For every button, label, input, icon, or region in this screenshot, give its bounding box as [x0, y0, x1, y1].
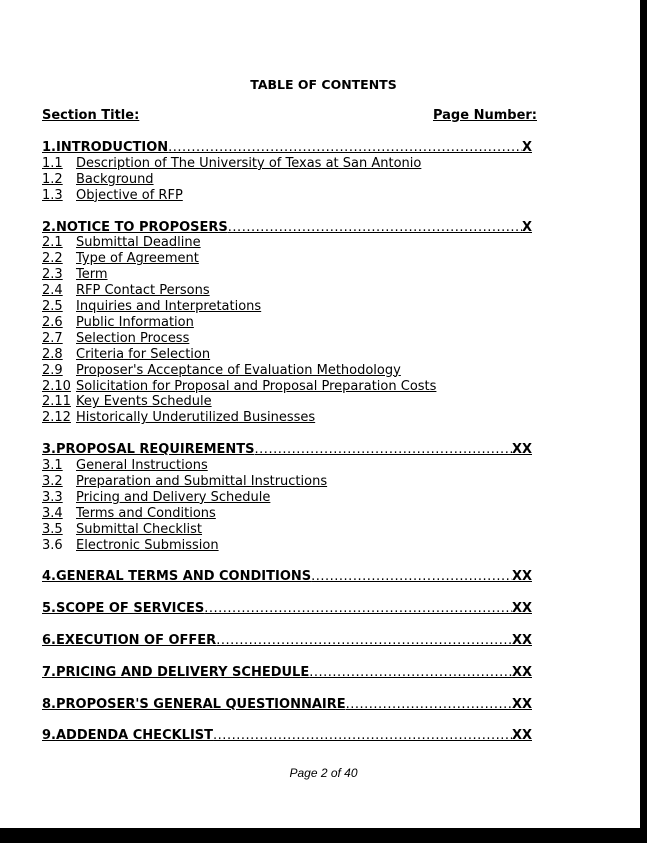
toc-section-heading[interactable]: [42, 442, 532, 458]
toc-subsection-item[interactable]: [42, 267, 532, 283]
section-page-number: X: [521, 140, 532, 155]
section-number: 9.: [42, 728, 56, 744]
subsection-number: 2.5: [42, 299, 63, 315]
toc-section-heading[interactable]: [42, 220, 532, 236]
subsection-title: Submittal Deadline: [76, 235, 201, 251]
section-page-number: XX: [511, 696, 532, 712]
subsection-title: Public Information: [76, 314, 194, 330]
page-footer: Page 2 of 40: [289, 766, 358, 780]
section-number: 3.: [42, 442, 56, 458]
subsection-number: 2.12: [42, 410, 71, 426]
subsection-title: Type of Agreement: [76, 251, 199, 267]
subsection-title: RFP Contact Persons: [76, 283, 210, 299]
subsection-number: 2.1: [42, 235, 63, 251]
dot-leader: [216, 633, 512, 649]
section-page-number: XX: [511, 569, 532, 585]
dot-leader: [168, 140, 522, 156]
toc-subsection-item[interactable]: [42, 458, 532, 474]
section-heading-title: PRICING AND DELIVERY SCHEDULE: [55, 664, 310, 680]
subsection-number: 2.4: [42, 283, 63, 299]
subsection-title: Inquiries and Interpretations: [76, 299, 262, 315]
section-page-number: XX: [511, 442, 532, 458]
dot-leader: [311, 569, 512, 585]
section-number: 7.: [42, 664, 56, 680]
subsection-number: 2.8: [42, 346, 63, 362]
subsection-number: 3.3: [42, 489, 63, 505]
toc-section-heading[interactable]: [42, 569, 532, 585]
toc-section: [42, 140, 532, 204]
toc-section: [42, 728, 532, 744]
subsection-number: 1.1: [42, 155, 63, 171]
toc-section-heading[interactable]: [42, 601, 532, 617]
toc-section: [42, 633, 532, 649]
section-number: 8.: [42, 696, 56, 712]
toc-section: [42, 601, 532, 617]
toc-subsection-item[interactable]: [42, 331, 532, 347]
toc-section: [42, 697, 532, 713]
subsection-title: Key Events Schedule: [76, 394, 212, 410]
section-heading-title: EXECUTION OF OFFER: [55, 633, 217, 649]
subsection-number: 2.10: [42, 378, 71, 394]
subsection-number: 2.11: [42, 394, 71, 410]
toc-section-heading[interactable]: [42, 665, 532, 681]
subsection-title: Electronic Submission: [76, 537, 219, 553]
subsection-number: 1.2: [42, 171, 63, 187]
section-heading-title: INTRODUCTION: [55, 140, 169, 155]
subsection-number: 3.6: [42, 537, 63, 553]
section-page-number: XX: [511, 728, 532, 744]
subsection-title: General Instructions: [76, 458, 208, 474]
section-page-number: XX: [511, 633, 532, 649]
section-heading-title: NOTICE TO PROPOSERS: [55, 219, 228, 235]
subsection-title: Objective of RFP: [76, 187, 183, 203]
subsection-number: 2.2: [42, 251, 63, 267]
page-title: TABLE OF CONTENTS: [250, 77, 397, 92]
section-number: 5.: [42, 601, 56, 617]
toc-subsection-item[interactable]: [42, 235, 532, 251]
subsection-number: 2.3: [42, 267, 63, 283]
section-title-label: Section Title:: [42, 108, 140, 123]
section-heading-title: PROPOSER'S GENERAL QUESTIONNAIRE: [55, 696, 346, 712]
toc-subsection-item[interactable]: [42, 188, 532, 204]
subsection-title: Criteria for Selection: [76, 346, 211, 362]
toc-section: [42, 665, 532, 681]
toc-subsection-item[interactable]: [42, 522, 532, 538]
toc-section: [42, 220, 532, 427]
toc-subsection-item[interactable]: [42, 410, 532, 426]
section-page-number: XX: [511, 664, 532, 680]
dot-leader: [346, 697, 512, 713]
subsection-number: 3.4: [42, 505, 63, 521]
subsection-title: Term: [76, 267, 108, 283]
subsection-title: Proposer's Acceptance of Evaluation Methodology: [76, 362, 401, 378]
dot-leader: [228, 220, 522, 236]
toc-section-heading[interactable]: [42, 633, 532, 649]
subsection-number: 1.3: [42, 187, 63, 203]
section-number: 2.: [42, 219, 56, 235]
section-number: 4.: [42, 569, 56, 585]
subsection-number: 2.7: [42, 330, 63, 346]
subsection-title: Submittal Checklist: [76, 521, 203, 537]
toc-section-heading[interactable]: [42, 140, 532, 156]
toc-section: [42, 442, 532, 553]
dot-leader: [213, 728, 512, 744]
subsection-number: 3.1: [42, 458, 63, 474]
subsection-title: Description of The University of Texas at San Antonio: [76, 155, 422, 171]
subsection-number: 3.2: [42, 474, 63, 489]
section-heading-title: ADDENDA CHECKLIST: [55, 728, 214, 744]
subsection-number: 3.5: [42, 521, 63, 537]
subsection-title: Background: [76, 171, 154, 187]
subsection-title: Selection Process: [76, 330, 190, 346]
subsection-title: Pricing and Delivery Schedule: [76, 489, 271, 505]
subsection-title: Terms and Conditions: [76, 505, 216, 521]
subsection-title: Historically Underutilized Businesses: [76, 410, 316, 426]
toc-subsection-item[interactable]: [42, 156, 532, 172]
section-number: 1.: [42, 140, 56, 155]
subsection-number: 2.6: [42, 314, 63, 330]
toc-subsection-item[interactable]: [42, 347, 532, 363]
toc-section-heading[interactable]: [42, 728, 532, 744]
toc-section: [42, 569, 532, 585]
toc-subsection-item[interactable]: [42, 538, 532, 554]
subsection-title: Preparation and Submittal Instructions: [76, 474, 328, 489]
dot-leader: [255, 442, 512, 458]
subsection-title: Solicitation for Proposal and Proposal Preparation Costs: [76, 378, 437, 394]
subsection-number: 2.9: [42, 362, 63, 378]
dot-leader: [309, 665, 512, 681]
section-heading-title: GENERAL TERMS AND CONDITIONS: [55, 569, 312, 585]
section-page-number: XX: [511, 601, 532, 617]
section-number: 6.: [42, 633, 56, 649]
toc-subsection-item[interactable]: [42, 251, 532, 267]
section-heading-title: SCOPE OF SERVICES: [55, 601, 205, 617]
page-number-label: Page Number:: [432, 108, 537, 123]
toc-subsection-item[interactable]: [42, 363, 532, 379]
toc-subsection-item[interactable]: [42, 506, 532, 522]
toc-subsection-item[interactable]: [42, 394, 532, 410]
dot-leader: [204, 601, 512, 617]
section-page-number: X: [521, 219, 532, 235]
section-heading-title: PROPOSAL REQUIREMENTS: [55, 442, 255, 458]
toc-subsection-item[interactable]: [42, 490, 532, 506]
toc-subsection-item[interactable]: [42, 172, 532, 188]
toc-subsection-item[interactable]: [42, 299, 532, 315]
toc-section-heading[interactable]: [42, 697, 532, 713]
toc-subsection-item[interactable]: [42, 315, 532, 331]
toc-subsection-item[interactable]: [42, 379, 532, 395]
table-of-contents: [42, 140, 532, 760]
toc-subsection-item[interactable]: [42, 474, 532, 490]
toc-subsection-item[interactable]: [42, 283, 532, 299]
